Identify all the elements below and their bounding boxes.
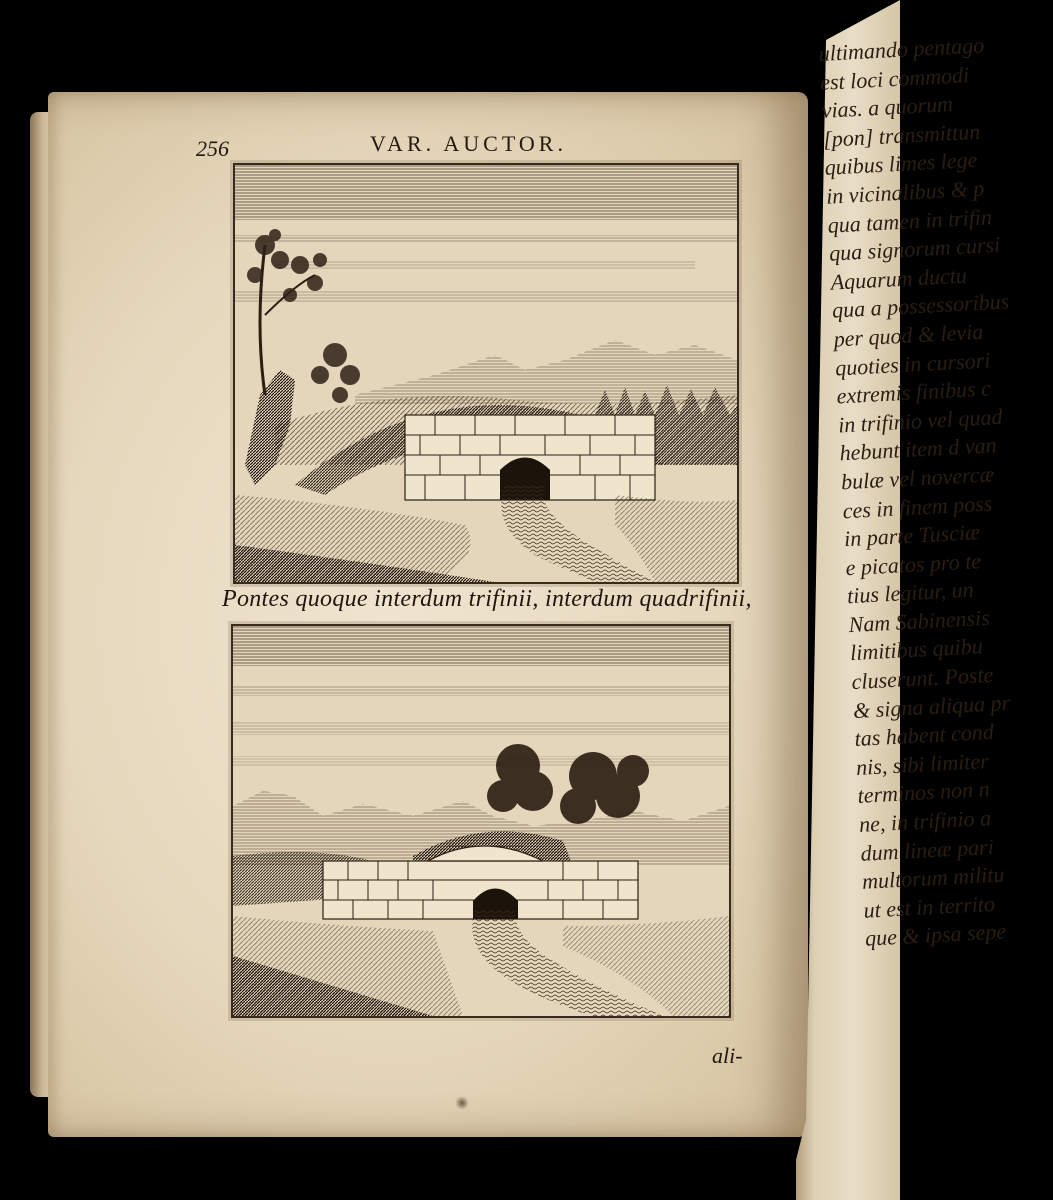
right-page-line: qua tamen in trifin bbox=[827, 203, 993, 238]
right-page-line: multorum militu bbox=[861, 861, 1005, 895]
right-page-line: [pon] transmittun bbox=[822, 118, 981, 152]
engraving-bottom bbox=[231, 624, 731, 1018]
right-page-line: qua a possessoribus bbox=[831, 288, 1010, 323]
right-page-line: est loci commodi bbox=[819, 61, 970, 95]
right-page-line: e picatos pro te bbox=[844, 547, 982, 580]
right-page-line: in vicinalibus & p bbox=[825, 175, 985, 209]
ink-smudge bbox=[455, 1096, 469, 1110]
right-page-line: ne, in trifinio a bbox=[858, 805, 992, 837]
page-number: 256 bbox=[196, 136, 229, 161]
right-page-line: que & ipsa sepe bbox=[864, 918, 1007, 952]
right-page-line: hebunt item d van bbox=[839, 432, 998, 466]
right-page-line: Aquarum ductu bbox=[830, 262, 968, 295]
right-page-line: cluserunt. Poste bbox=[850, 661, 994, 695]
right-page-line: Nam Sabinensis bbox=[847, 604, 991, 638]
plate-caption: Pontes quoque interdum trifinii, interdum quadrifinii, bbox=[222, 586, 752, 612]
right-page-line: & signa aliqua pr bbox=[852, 689, 1011, 723]
right-page-line: quoties in cursori bbox=[834, 346, 991, 381]
engraving-top bbox=[233, 163, 739, 584]
running-title: VAR. AUCTOR. bbox=[370, 131, 567, 156]
right-page-line: tius legitur, un bbox=[846, 576, 975, 609]
right-page-line: in parte Tusciæ bbox=[843, 519, 981, 552]
right-page-line: terminos non n bbox=[856, 776, 991, 809]
right-page-line: tas habent cond bbox=[853, 719, 995, 752]
right-page-line: bulæ vel novercæ bbox=[840, 461, 995, 495]
right-page-line: ut est in territo bbox=[862, 890, 996, 923]
right-page-line: vias. a quorum bbox=[821, 91, 954, 124]
right-page-line: dum lineæ pari bbox=[859, 833, 995, 866]
right-page-line: limitibus quibu bbox=[849, 633, 984, 666]
right-page-line: ces in finem poss bbox=[841, 490, 993, 523]
right-page-line: extremis finibus c bbox=[836, 375, 992, 409]
right-page-line: qua signorum cursi bbox=[828, 231, 1001, 266]
right-page-line: in trifinio vel quad bbox=[837, 403, 1003, 438]
right-page-line: nis, sibi limiter bbox=[855, 747, 990, 780]
right-page-line: ultimando pentago bbox=[818, 32, 985, 66]
catchword: ali- bbox=[712, 1043, 743, 1068]
right-page-line: per quod & levia bbox=[833, 318, 984, 352]
right-page-line: quibus limes lege bbox=[824, 147, 978, 181]
